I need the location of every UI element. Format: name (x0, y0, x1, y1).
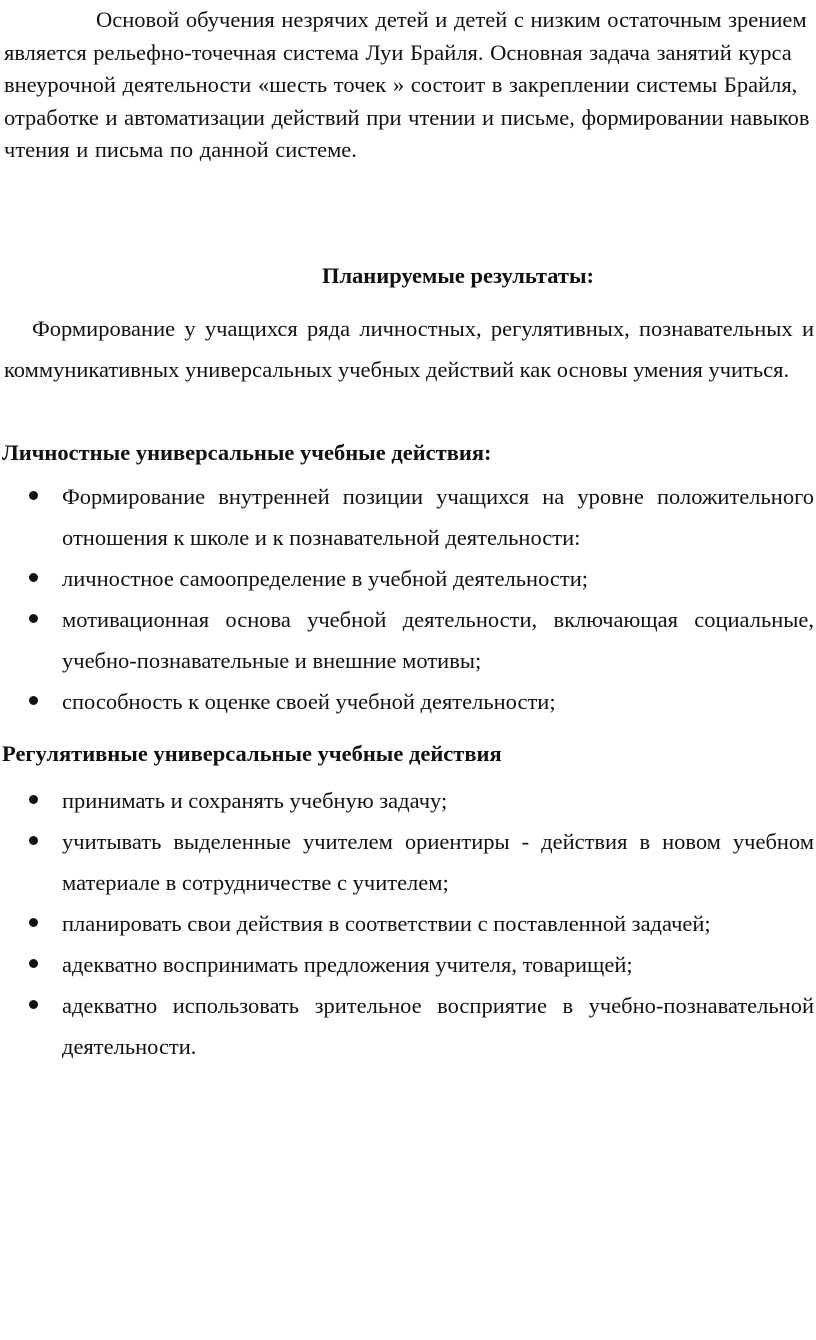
bullet-icon (29, 614, 38, 623)
bullet-icon (29, 573, 38, 582)
list-item (0, 599, 816, 681)
bullet-icon (29, 795, 38, 804)
list-item (0, 681, 816, 722)
list-item (0, 944, 816, 985)
bullet-icon (29, 918, 38, 927)
list-item-text: принимать и сохранять учебную задачу; (62, 788, 448, 813)
regulatory-list (0, 780, 816, 1067)
bullet-icon (29, 491, 38, 500)
list-item-text: Формирование внутренней позиции учащихся на уровне положительного отношения к школе и к познавательной деятельности: (62, 484, 814, 550)
bullet-icon (29, 1000, 38, 1009)
list-item-text: личностное самоопределение в учебной деятельности; (62, 566, 589, 591)
list-item-text: мотивационная основа учебной деятельности, включающая социальные, учебно-познавательные и внешние мотивы; (62, 607, 814, 673)
list-item-text: адекватно воспринимать предложения учителя, товарищей; (62, 952, 633, 977)
list-item (0, 476, 816, 558)
list-item-text: способность к оценке своей учебной деятельности; (62, 689, 556, 714)
personal-heading: Личностные универсальные учебные действия: (2, 440, 492, 465)
list-item (0, 821, 816, 903)
list-item-text: учитывать выделенные учителем ориентиры - действия в новом учебном материале в сотрудничестве с учителем; (62, 829, 814, 895)
list-item (0, 558, 816, 599)
list-item (0, 985, 816, 1067)
regulatory-heading: Регулятивные универсальные учебные действия (2, 741, 502, 766)
intro-paragraph: Основой обучения незрячих детей и детей с низким остаточным зрением является рельефно-точечная система Луи Брайля. Основная задача занятий курса внеурочной деятельности «шесть точек » состоит в закреплении системы Брайля, отработке и автоматизации действий при чтении и письме, формировании навыков чтения и письма по данной системе. (4, 7, 810, 163)
list-item (0, 780, 816, 821)
list-item-text: планировать свои действия в соответствии с поставленной задачей; (62, 911, 711, 936)
results-title: Планируемые результаты: (321, 263, 595, 288)
list-item (0, 903, 816, 944)
bullet-icon (29, 836, 38, 845)
results-summary: Формирование у учащихся ряда личностных, регулятивных, познавательных и коммуникативных универсальных учебных действий как основы умения учиться. (4, 316, 814, 382)
bullet-icon (29, 696, 38, 705)
list-item-text: адекватно использовать зрительное восприятие в учебно-познавательной деятельности. (62, 993, 814, 1059)
personal-list (0, 476, 816, 722)
bullet-icon (29, 959, 38, 968)
